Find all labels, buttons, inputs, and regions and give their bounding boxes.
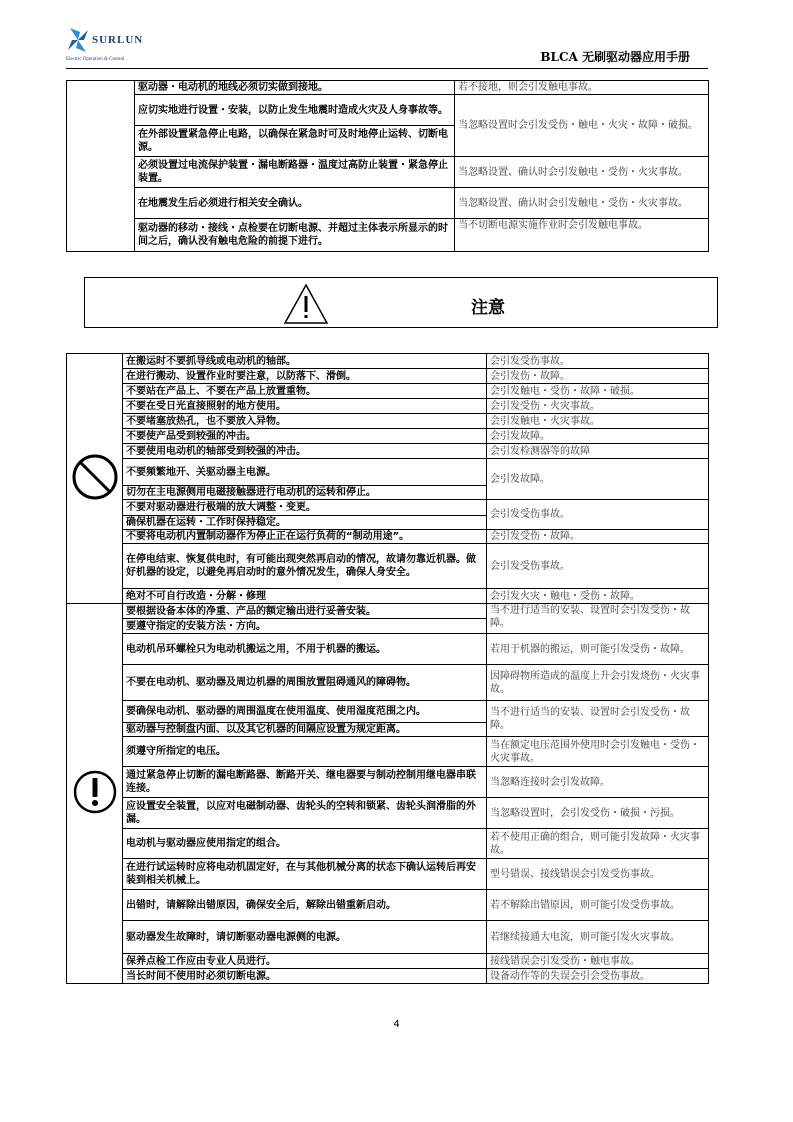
result-cell: 当忽略连接时会引发故障。 — [487, 767, 709, 798]
result-cell: 会引发受伤事故。 — [487, 354, 709, 369]
result-cell: 会引发受伤事故。 — [487, 544, 709, 589]
requirement-cell: 驱动器的移动・接线・点检要在切断电源、并超过主体表示所显示的时间之后，确认没有触电危险的前提下进行。 — [135, 219, 455, 252]
requirement-cell: 驱动器发生故障时，请切断驱动器电源侧的电源。 — [123, 921, 487, 954]
table-row — [67, 530, 709, 544]
exclamation-icon — [72, 769, 118, 815]
requirement-cell: 驱动器与控制盘内面、以及其它机器的间隔应设置为规定距离。 — [123, 723, 487, 737]
requirement-cell: 不要在电动机、驱动器及周边机器的周围放置阻碍通风的障碍物。 — [123, 665, 487, 701]
table-row — [67, 798, 709, 829]
result-cell: 若用于机器的搬运，则可能引发受伤・故障。 — [487, 634, 709, 665]
warning-triangle-icon — [283, 283, 329, 325]
result-cell: 若不使用正确的组合，则可能引发故障・火灾事故。 — [487, 829, 709, 859]
header-rule — [66, 68, 708, 69]
result-cell: 若不接地，则会引发触电事故。 — [455, 81, 709, 95]
requirement-cell: 在外部设置紧急停止电路，以确保在紧急时可及时地停止运转、切断电源。 — [135, 126, 455, 157]
requirement-cell: 要遵守指定的安装方法・方向。 — [123, 619, 487, 634]
table-row — [67, 634, 709, 665]
requirement-cell: 电动机与驱动器应使用指定的组合。 — [123, 829, 487, 859]
requirement-cell: 绝对不可自行改造・分解・修理 — [123, 589, 487, 604]
caution-table — [66, 353, 709, 984]
result-cell: 当不进行适当的安装、设置时会引发受伤・故障。 — [487, 701, 709, 737]
pinwheel-logo-icon — [66, 26, 90, 54]
result-cell: 会引发受伤・火灾事故。 — [487, 399, 709, 414]
table-row — [67, 604, 709, 619]
requirement-cell: 出错时，请解除出错原因，确保安全后，解除出错重新启动。 — [123, 890, 487, 921]
table-row — [67, 399, 709, 414]
result-cell: 型号错误、接线错误会引发受伤事故。 — [487, 859, 709, 890]
table-row — [67, 354, 709, 369]
result-cell: 若不解除出错原因，则可能引发受伤事故。 — [487, 890, 709, 921]
result-cell: 会引发受伤・故障。 — [487, 530, 709, 544]
requirement-cell: 在进行试运转时应将电动机固定好，在与其他机械分离的状态下确认运转后再安装到相关机械上。 — [123, 859, 487, 890]
requirement-cell: 不要将电动机内置制动器作为停止正在运行负荷的“制动用途”。 — [123, 530, 487, 544]
prohibition-icon-cell — [67, 354, 123, 604]
requirement-cell: 必须设置过电流保护装置・漏电断路器・温度过高防止装置・紧急停止装置。 — [135, 157, 455, 188]
table-row — [67, 500, 709, 516]
table-row — [67, 429, 709, 444]
result-cell: 若继续接通大电流，则可能引发火灾事故。 — [487, 921, 709, 954]
caution-banner — [84, 277, 718, 328]
result-cell: 当不切断电源实施作业时会引发触电事故。 — [455, 219, 709, 252]
requirement-cell: 当长时间不使用时必须切断电源。 — [123, 969, 487, 984]
requirement-cell: 应切实地进行设置・安装，以防止发生地震时造成火灾及人身事故等。 — [135, 95, 455, 126]
table-row — [67, 384, 709, 399]
result-cell: 当忽略设置、确认时会引发触电・受伤・火灾事故。 — [455, 188, 709, 219]
requirement-cell: 通过紧急停止切断的漏电断路器、断路开关、继电器要与制动控制用继电器串联连接。 — [123, 767, 487, 798]
result-cell: 会引发触电・受伤・故障・破损。 — [487, 384, 709, 399]
page-header — [66, 18, 708, 68]
table-row — [67, 859, 709, 890]
requirement-cell: 确保机器在运转・工作时保持稳定。 — [123, 516, 487, 530]
requirement-cell: 不要频繁地开、关驱动器主电源。 — [123, 459, 487, 486]
table-row — [67, 369, 709, 384]
result-cell: 会引发触电・火灾事故。 — [487, 414, 709, 429]
table-row — [67, 701, 709, 723]
table-row — [67, 665, 709, 701]
requirement-cell: 不要使产品受到较强的冲击。 — [123, 429, 487, 444]
requirement-cell: 不要堵塞放热孔，也不要放入异物。 — [123, 414, 487, 429]
document-title: BLCA 无刷驱动器应用手册 — [540, 50, 690, 64]
table-row — [67, 737, 709, 767]
result-cell: 会引发火灾・触电・受伤・故障。 — [487, 589, 709, 604]
table-row — [67, 414, 709, 429]
result-cell: 会引发伤・故障。 — [487, 369, 709, 384]
requirement-cell: 在停电结束、恢复供电时，有可能出现突然再启动的情况，故请勿靠近机器。做好机器的设定，以避免再启动时的意外情况发生，确保人身安全。 — [123, 544, 487, 589]
brand-name: SURLUN — [92, 34, 144, 46]
table-row — [67, 954, 709, 969]
result-cell: 当在额定电压范围外使用时会引发触电・受伤・火灾事故。 — [487, 737, 709, 767]
mandatory-icon-cell — [67, 604, 123, 984]
requirement-cell: 不要站在产品上、不要在产品上放置重物。 — [123, 384, 487, 399]
result-cell: 接线错误会引发受伤・触电事故。 — [487, 954, 709, 969]
result-cell: 会引发受伤事故。 — [487, 500, 709, 530]
result-cell: 会引发故障。 — [487, 459, 709, 500]
requirement-cell: 在进行搬动、设置作业时要注意，以防落下、滑倒。 — [123, 369, 487, 384]
requirement-cell: 在搬运时不要抓导线或电动机的轴部。 — [123, 354, 487, 369]
prohibition-icon — [71, 453, 119, 501]
result-cell: 因障碍物所造成的温度上升会引发烧伤・火灾事故。 — [487, 665, 709, 701]
warning-icon-cell — [67, 81, 135, 252]
result-cell: 当忽略设置时会引发受伤・触电・火灾・故障・破损。 — [455, 95, 709, 157]
company-logo — [66, 22, 156, 64]
result-cell: 当忽略设置时，会引发受伤・破损・污损。 — [487, 798, 709, 829]
table-row — [67, 921, 709, 954]
requirement-cell: 不要在受日光直接照射的地方使用。 — [123, 399, 487, 414]
requirement-cell: 不要对驱动器进行极端的放大调整・变更。 — [123, 500, 487, 516]
result-cell: 当忽略设置、确认时会引发触电・受伤・火灾事故。 — [455, 157, 709, 188]
requirement-cell: 应设置安全装置，以应对电磁制动器、齿轮头的空转和锁紧、齿轮头润滑脂的外漏。 — [123, 798, 487, 829]
table-row — [67, 767, 709, 798]
requirement-cell: 保养点检工作应由专业人员进行。 — [123, 954, 487, 969]
table-row — [67, 459, 709, 486]
requirement-cell: 驱动器・电动机的地线必须切实做到接地。 — [135, 81, 455, 95]
table-row — [67, 444, 709, 459]
result-cell: 会引发故障。 — [487, 429, 709, 444]
table-row — [67, 969, 709, 984]
requirement-cell: 电动机吊环螺栓只为电动机搬运之用，不用于机器的搬运。 — [123, 634, 487, 665]
requirement-cell: 要根据设备本体的净重、产品的额定输出进行妥善安装。 — [123, 604, 487, 619]
page-number: 4 — [393, 1019, 400, 1030]
table-row — [67, 544, 709, 589]
requirement-cell: 不要使用电动机的轴部受到较强的冲击。 — [123, 444, 487, 459]
table-row — [67, 589, 709, 604]
requirement-cell: 要确保电动机、驱动器的周围温度在使用温度、使用湿度范围之内。 — [123, 701, 487, 723]
requirement-cell: 在地震发生后必须进行相关安全确认。 — [135, 188, 455, 219]
requirement-cell: 须遵守所指定的电压。 — [123, 737, 487, 767]
result-cell: 设备动作等的失误会引会受伤事故。 — [487, 969, 709, 984]
result-cell: 当不进行适当的安装、设置时会引发受伤・故障。 — [487, 604, 709, 634]
result-cell: 会引发检测器等的故障 — [487, 444, 709, 459]
table-row — [67, 890, 709, 921]
requirement-cell: 切勿在主电源侧用电磁接触器进行电动机的运转和停止。 — [123, 486, 487, 500]
brand-tagline: Electric Operation & Control — [66, 57, 125, 62]
table-row — [67, 829, 709, 859]
caution-label: 注意 — [471, 298, 505, 318]
warning-table — [66, 80, 709, 252]
